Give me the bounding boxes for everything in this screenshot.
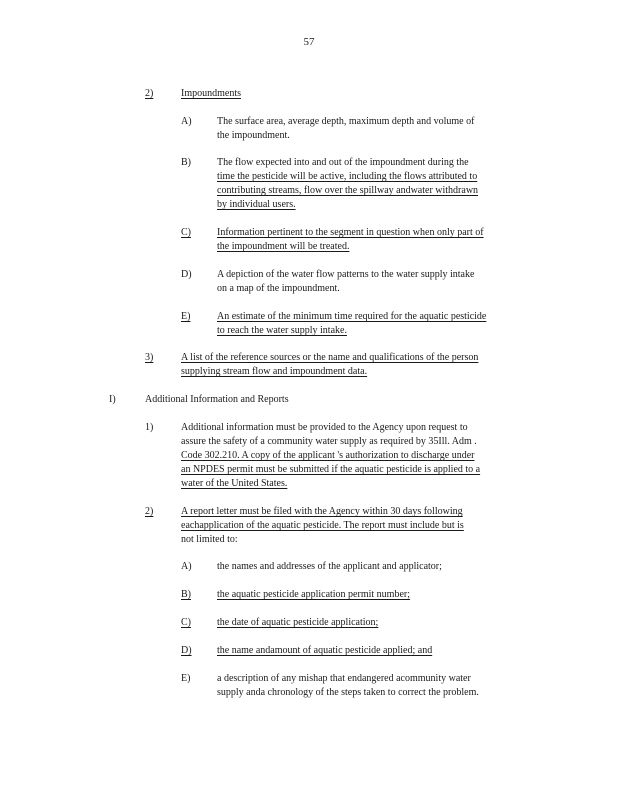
para-1-text: Additional information must be provided to the Agency upon request to assure the safety of a community water supply as required by 35Ill. Adm . Code 302.210. A copy of the applicant 's authorization to discharge under an NPDES permit must be submitted if the aquatic pesticide is applied to a water of the United States. [181, 422, 481, 489]
item-2a-marker: A) [181, 116, 192, 127]
report-item-d-marker: D) [181, 645, 192, 656]
page-number: 57 [303, 36, 315, 48]
item-2e-marker: E) [181, 311, 191, 322]
section-i-marker: I) [109, 394, 116, 405]
para-2-text: A report letter must be filed with the Agency within 30 days following eachapplication of the aquatic pesticide. The report must include but is not limited to: [181, 506, 464, 545]
report-item-e-text: a description of any mishap that endangered acommunity water supply anda chronology of the steps taken to correct the problem. [217, 673, 479, 698]
report-item-c-marker: C) [181, 617, 191, 628]
item-2b-marker: B) [181, 157, 191, 168]
section-2-marker: 2) [145, 88, 154, 99]
item-2b-text: The flow expected into and out of the impoundment during the time the pesticide will be active, including the flows attributed to contributing streams, flow over the spillway andwater withdrawn by individual users. [217, 157, 479, 210]
report-item-a-text: the names and addresses of the applicant and applicator; [217, 561, 442, 572]
section-3-marker: 3) [145, 352, 154, 363]
item-2d-marker: D) [181, 269, 192, 280]
item-2a-text: The surface area, average depth, maximum depth and volume of the impoundment. [217, 116, 475, 141]
section-i-heading: Additional Information and Reports [145, 394, 289, 405]
report-item-e-marker: E) [181, 673, 191, 684]
report-item-c-text: the date of aquatic pesticide application; [217, 617, 379, 628]
item-2c-text: Information pertinent to the segment in question when only part of the impoundment will be treated. [217, 227, 484, 252]
para-2-marker: 2) [145, 506, 154, 517]
report-item-b-marker: B) [181, 589, 191, 600]
report-item-b-text: the aquatic pesticide application permit number; [217, 589, 410, 600]
report-item-d-text: the name andamount of aquatic pesticide applied; and [217, 645, 433, 656]
section-2-heading: Impoundments [181, 88, 241, 99]
para-1-marker: 1) [145, 422, 154, 433]
item-2e-text: An estimate of the minimum time required for the aquatic pesticide to reach the water supply intake. [217, 311, 487, 336]
item-2c-marker: C) [181, 227, 191, 238]
section-3-text: A list of the reference sources or the name and qualifications of the person supplying stream flow and impoundment data. [181, 352, 479, 377]
report-item-a-marker: A) [181, 561, 192, 572]
item-2d-text: A depiction of the water flow patterns to the water supply intake on a map of the impoundment. [217, 269, 475, 294]
